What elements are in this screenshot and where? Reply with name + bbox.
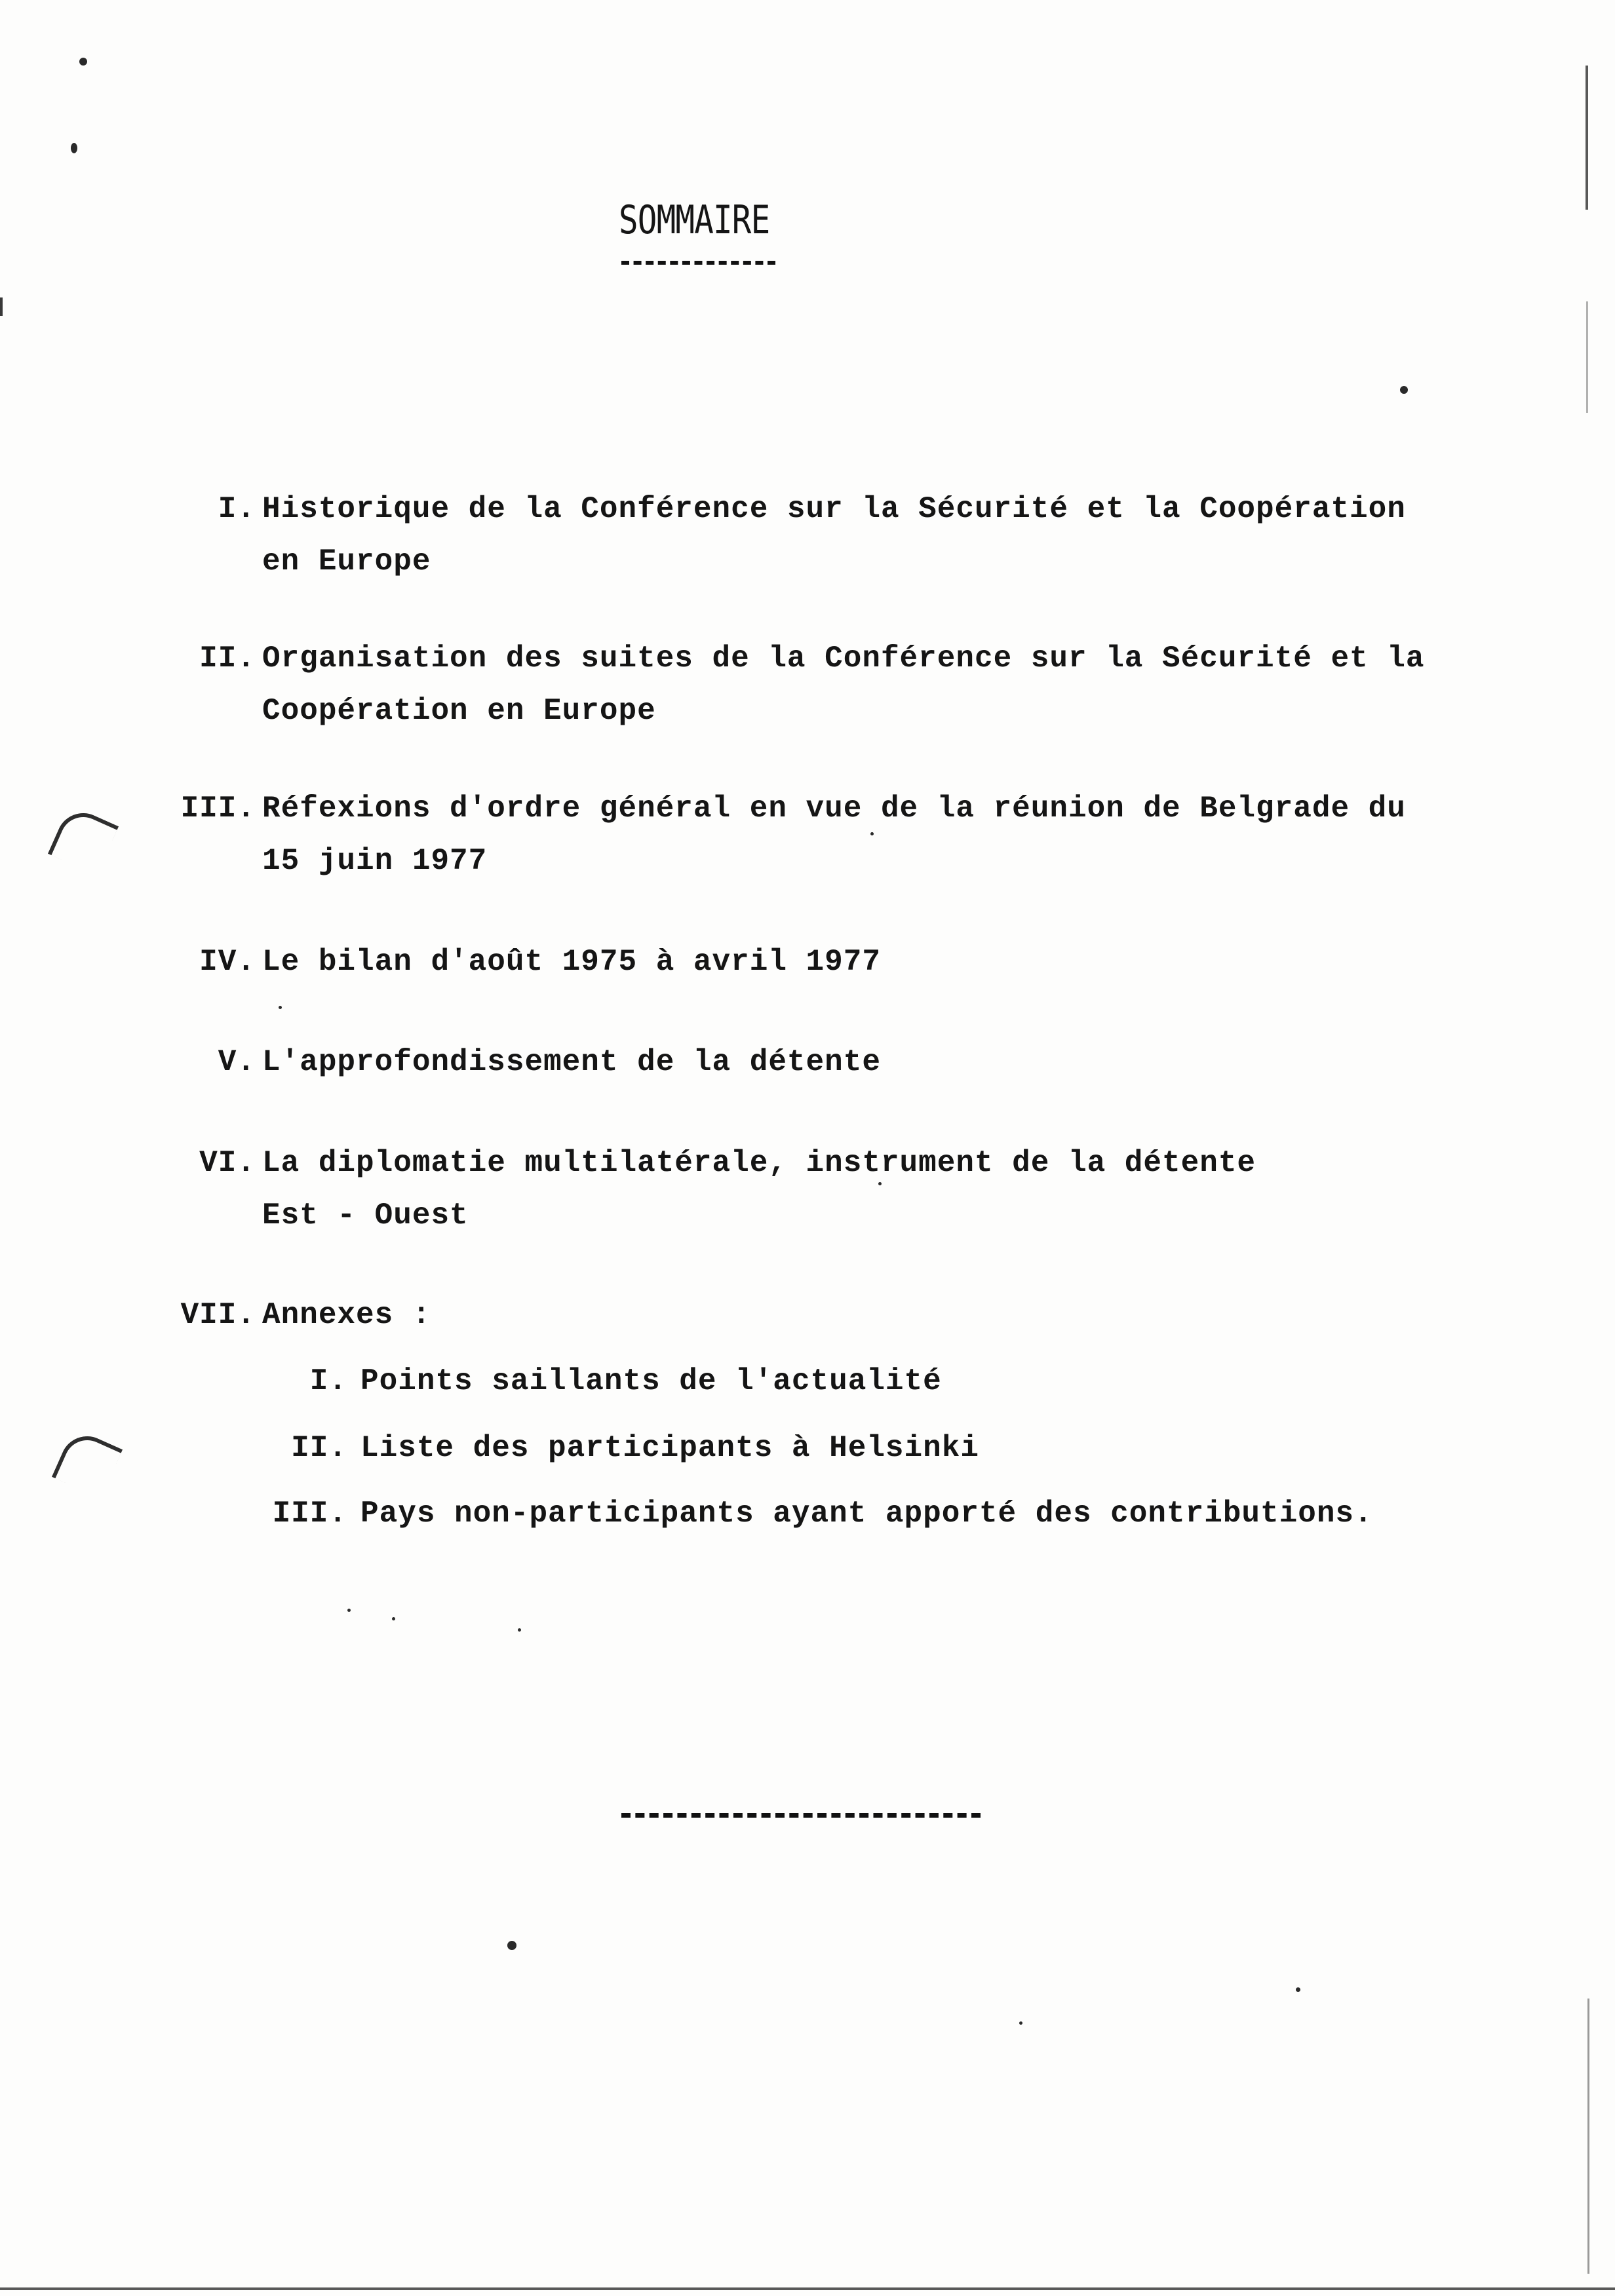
toc-item-line: Coopération en Europe	[262, 694, 656, 728]
toc-item-numeral: III.	[180, 792, 256, 826]
toc-item-line: Annexes :	[262, 1298, 431, 1332]
annex-numeral: II.	[291, 1431, 347, 1465]
annex-numeral: I.	[309, 1364, 347, 1398]
title-underline	[621, 261, 775, 265]
toc-item-line: Est - Ouest	[262, 1198, 469, 1233]
toc-item-line: 15 juin 1977	[262, 844, 488, 878]
scan-speck	[392, 1617, 395, 1620]
scan-speck	[71, 143, 77, 153]
scan-speck	[1296, 1987, 1300, 1992]
scan-speck	[279, 1006, 282, 1009]
scan-speck	[79, 58, 87, 66]
toc-item-line: Réfexions d'ordre général en vue de la réunion de Belgrade du	[262, 792, 1406, 826]
toc-item-line: Le bilan d'août 1975 à avril 1977	[262, 945, 881, 979]
scan-edge-line	[1586, 66, 1588, 210]
annex-item-3	[0, 1487, 1373, 1697]
toc-item-line: Organisation des suites de la Conférence sur la Sécurité et la	[262, 641, 1425, 676]
toc-item-line: Historique de la Conférence sur la Sécurité et la Coopération	[262, 492, 1406, 526]
toc-item-numeral: I.	[218, 492, 256, 526]
annex-numeral: III.	[272, 1497, 347, 1531]
toc-item-numeral: V.	[218, 1045, 256, 1079]
scan-speck	[1019, 2021, 1022, 2025]
closing-dash-rule	[621, 1813, 981, 1818]
toc-item-numeral: VII.	[180, 1298, 256, 1332]
annex-text: Points saillants de l'actualité	[360, 1364, 942, 1398]
scan-speck	[878, 1182, 882, 1185]
toc-item-line: La diplomatie multilatérale, instrument de la détente	[262, 1146, 1256, 1180]
toc-item-line: en Europe	[262, 545, 431, 579]
scan-bottom-edge	[0, 2287, 1615, 2290]
scan-speck	[518, 1628, 521, 1632]
annex-text: Liste des participants à Helsinki	[360, 1431, 979, 1465]
toc-item-numeral: II.	[199, 641, 256, 676]
scan-speck	[1400, 386, 1408, 394]
page-title: SOMMAIRE	[619, 197, 770, 243]
scan-edge-line	[1586, 301, 1588, 413]
toc-item-numeral: VI.	[199, 1146, 256, 1180]
scan-left-mark	[0, 297, 3, 316]
toc-item-numeral: IV.	[199, 945, 256, 979]
scan-edge-line	[1587, 1999, 1589, 2274]
scan-speck	[347, 1609, 351, 1612]
toc-item-line: L'approfondissement de la détente	[262, 1045, 881, 1079]
scan-speck	[507, 1941, 516, 1950]
annex-text: Pays non-participants ayant apporté des contributions.	[360, 1497, 1373, 1531]
scan-speck	[870, 832, 874, 835]
